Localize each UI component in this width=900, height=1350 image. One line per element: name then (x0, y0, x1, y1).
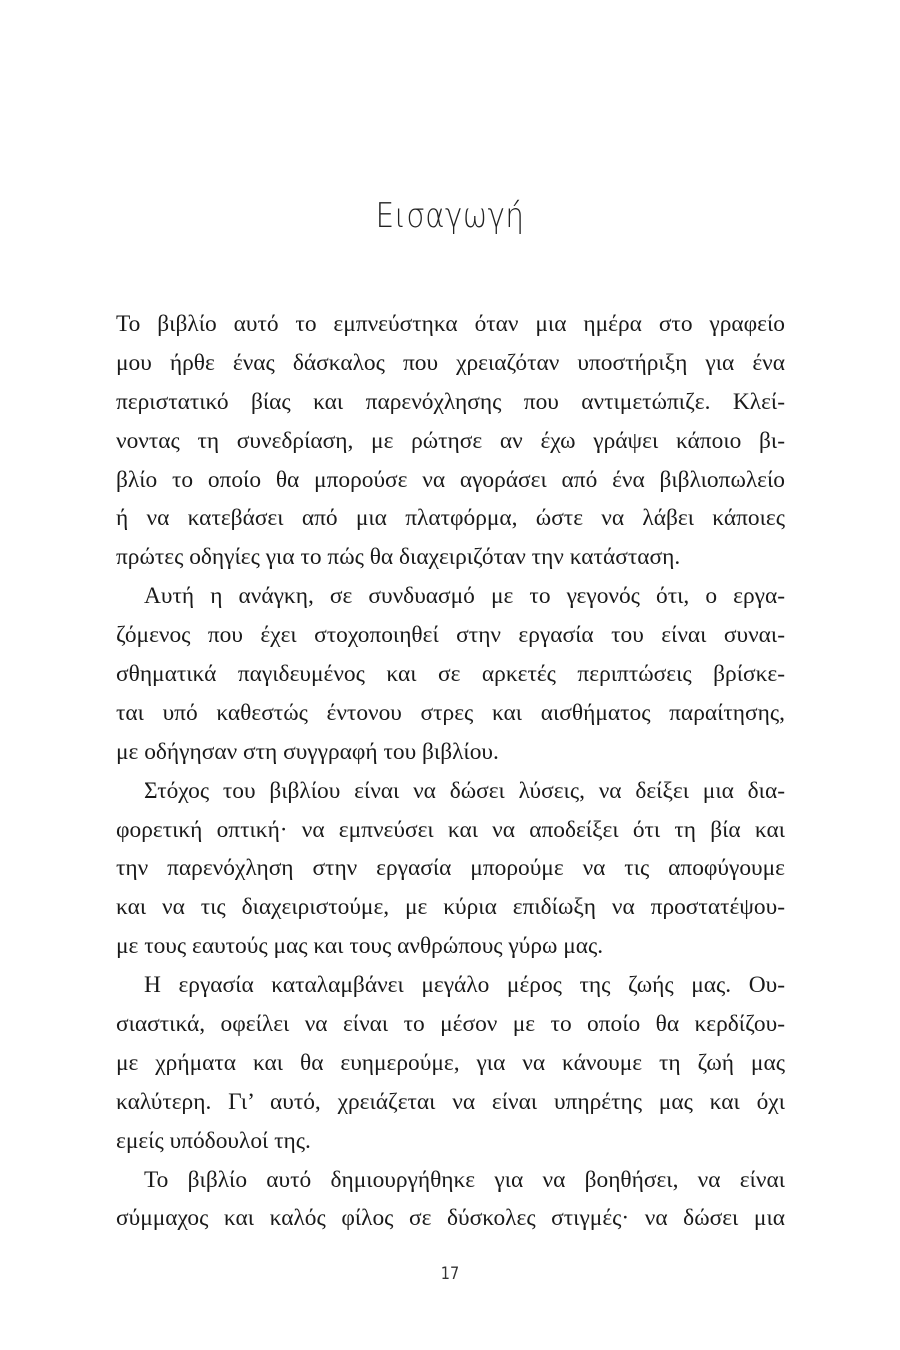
text-line-content: εμείς υπόδουλοί της. (116, 1127, 311, 1154)
text-line (116, 344, 785, 383)
text-line-content: μου ήρθε ένας δάσκαλος που χρειαζόταν υποστήριξη για ένα (116, 349, 785, 376)
text-line-content: την παρενόχληση στην εργασία μπορούμε να τις αποφύγουμε (116, 855, 785, 882)
text-line (116, 461, 785, 500)
text-line-content: Το βιβλίο αυτό δημιουργήθηκε για να βοηθήσει, να είναι (144, 1166, 785, 1193)
paragraph (116, 772, 785, 966)
text-line (116, 772, 785, 811)
text-line-content: με χρήματα και θα ευημερούμε, για να κάνουμε τη ζωή μας (116, 1049, 785, 1076)
paragraph (116, 305, 785, 577)
text-line (116, 849, 785, 888)
text-line-content: και να τις διαχειριστούμε, με κύρια επιδίωξη να προστατέψου- (116, 894, 785, 921)
paragraph (116, 966, 785, 1160)
paragraph (116, 577, 785, 771)
text-line-content: ή να κατεβάσει από μια πλατφόρμα, ώστε να λάβει κάποιες (116, 505, 785, 532)
text-line-content: Στόχος του βιβλίου είναι να δώσει λύσεις, να δείξει μια δια- (144, 777, 785, 804)
text-line (116, 655, 785, 694)
text-line-content: περιστατικό βίας και παρενόχλησης που αντιμετώπιζε. Κλεί- (116, 388, 785, 415)
paragraph (116, 1161, 785, 1239)
text-line-content: Το βιβλίο αυτό το εμπνεύστηκα όταν μια ημέρα στο γραφείο (116, 311, 785, 337)
body-text (116, 305, 785, 1238)
text-line (116, 616, 785, 655)
page-number: 17 (440, 1264, 460, 1284)
text-line (116, 383, 785, 422)
text-line-content: ται υπό καθεστώς έντονου στρες και αισθήματος παραίτησης, (116, 699, 785, 726)
text-line (116, 577, 785, 616)
text-line-content: σύμμαχος και καλός φίλος σε δύσκολες στιγμές· να δώσει μια (116, 1205, 785, 1232)
text-line-content: πρώτες οδηγίες για το πώς θα διαχειριζόταν την κατάσταση. (116, 544, 681, 571)
text-line (116, 1005, 785, 1044)
text-line-content: φορετική οπτική· να εμπνεύσει και να αποδείξει ότι τη βία και (116, 816, 785, 843)
text-line (116, 694, 785, 733)
chapter-title: Εισαγωγή (375, 196, 525, 236)
text-line (116, 888, 785, 927)
text-line-content: βλίο το οποίο θα μπορούσε να αγοράσει από ένα βιβλιοπωλείο (116, 466, 785, 493)
text-line (116, 499, 785, 538)
text-line (116, 538, 785, 577)
text-line-content: σιαστικά, οφείλει να είναι το μέσον με το οποίο θα κερδίζου- (116, 1011, 785, 1038)
text-line (116, 422, 785, 461)
text-line (116, 1083, 785, 1122)
text-line-content: σθηματικά παγιδευμένος και σε αρκετές περιπτώσεις βρίσκε- (116, 661, 785, 688)
text-line (116, 1122, 785, 1161)
text-line (116, 1199, 785, 1238)
text-line (116, 811, 785, 850)
text-line (116, 927, 785, 966)
text-line-content: νοντας τη συνεδρίαση, με ρώτησε αν έχω γράψει κάποιο βι- (116, 427, 785, 454)
text-line-content: Αυτή η ανάγκη, σε συνδυασμό με το γεγονός ότι, ο εργα- (144, 583, 785, 610)
text-line (116, 1161, 785, 1200)
text-line (116, 733, 785, 772)
text-line-content: με τους εαυτούς μας και τους ανθρώπους γύρω μας. (116, 933, 604, 960)
text-line (116, 1044, 785, 1083)
text-line-content: ζόμενος που έχει στοχοποιηθεί στην εργασία του είναι συναι- (116, 622, 785, 649)
text-line-content: με οδήγησαν στη συγγραφή του βιβλίου. (116, 738, 499, 765)
text-line (116, 966, 785, 1005)
text-line-content: καλύτερη. Γι’ αυτό, χρειάζεται να είναι υπηρέτης μας και όχι (116, 1088, 785, 1115)
text-line (116, 305, 785, 344)
text-line-content: Η εργασία καταλαμβάνει μεγάλο μέρος της ζωής μας. Ου- (144, 972, 785, 999)
